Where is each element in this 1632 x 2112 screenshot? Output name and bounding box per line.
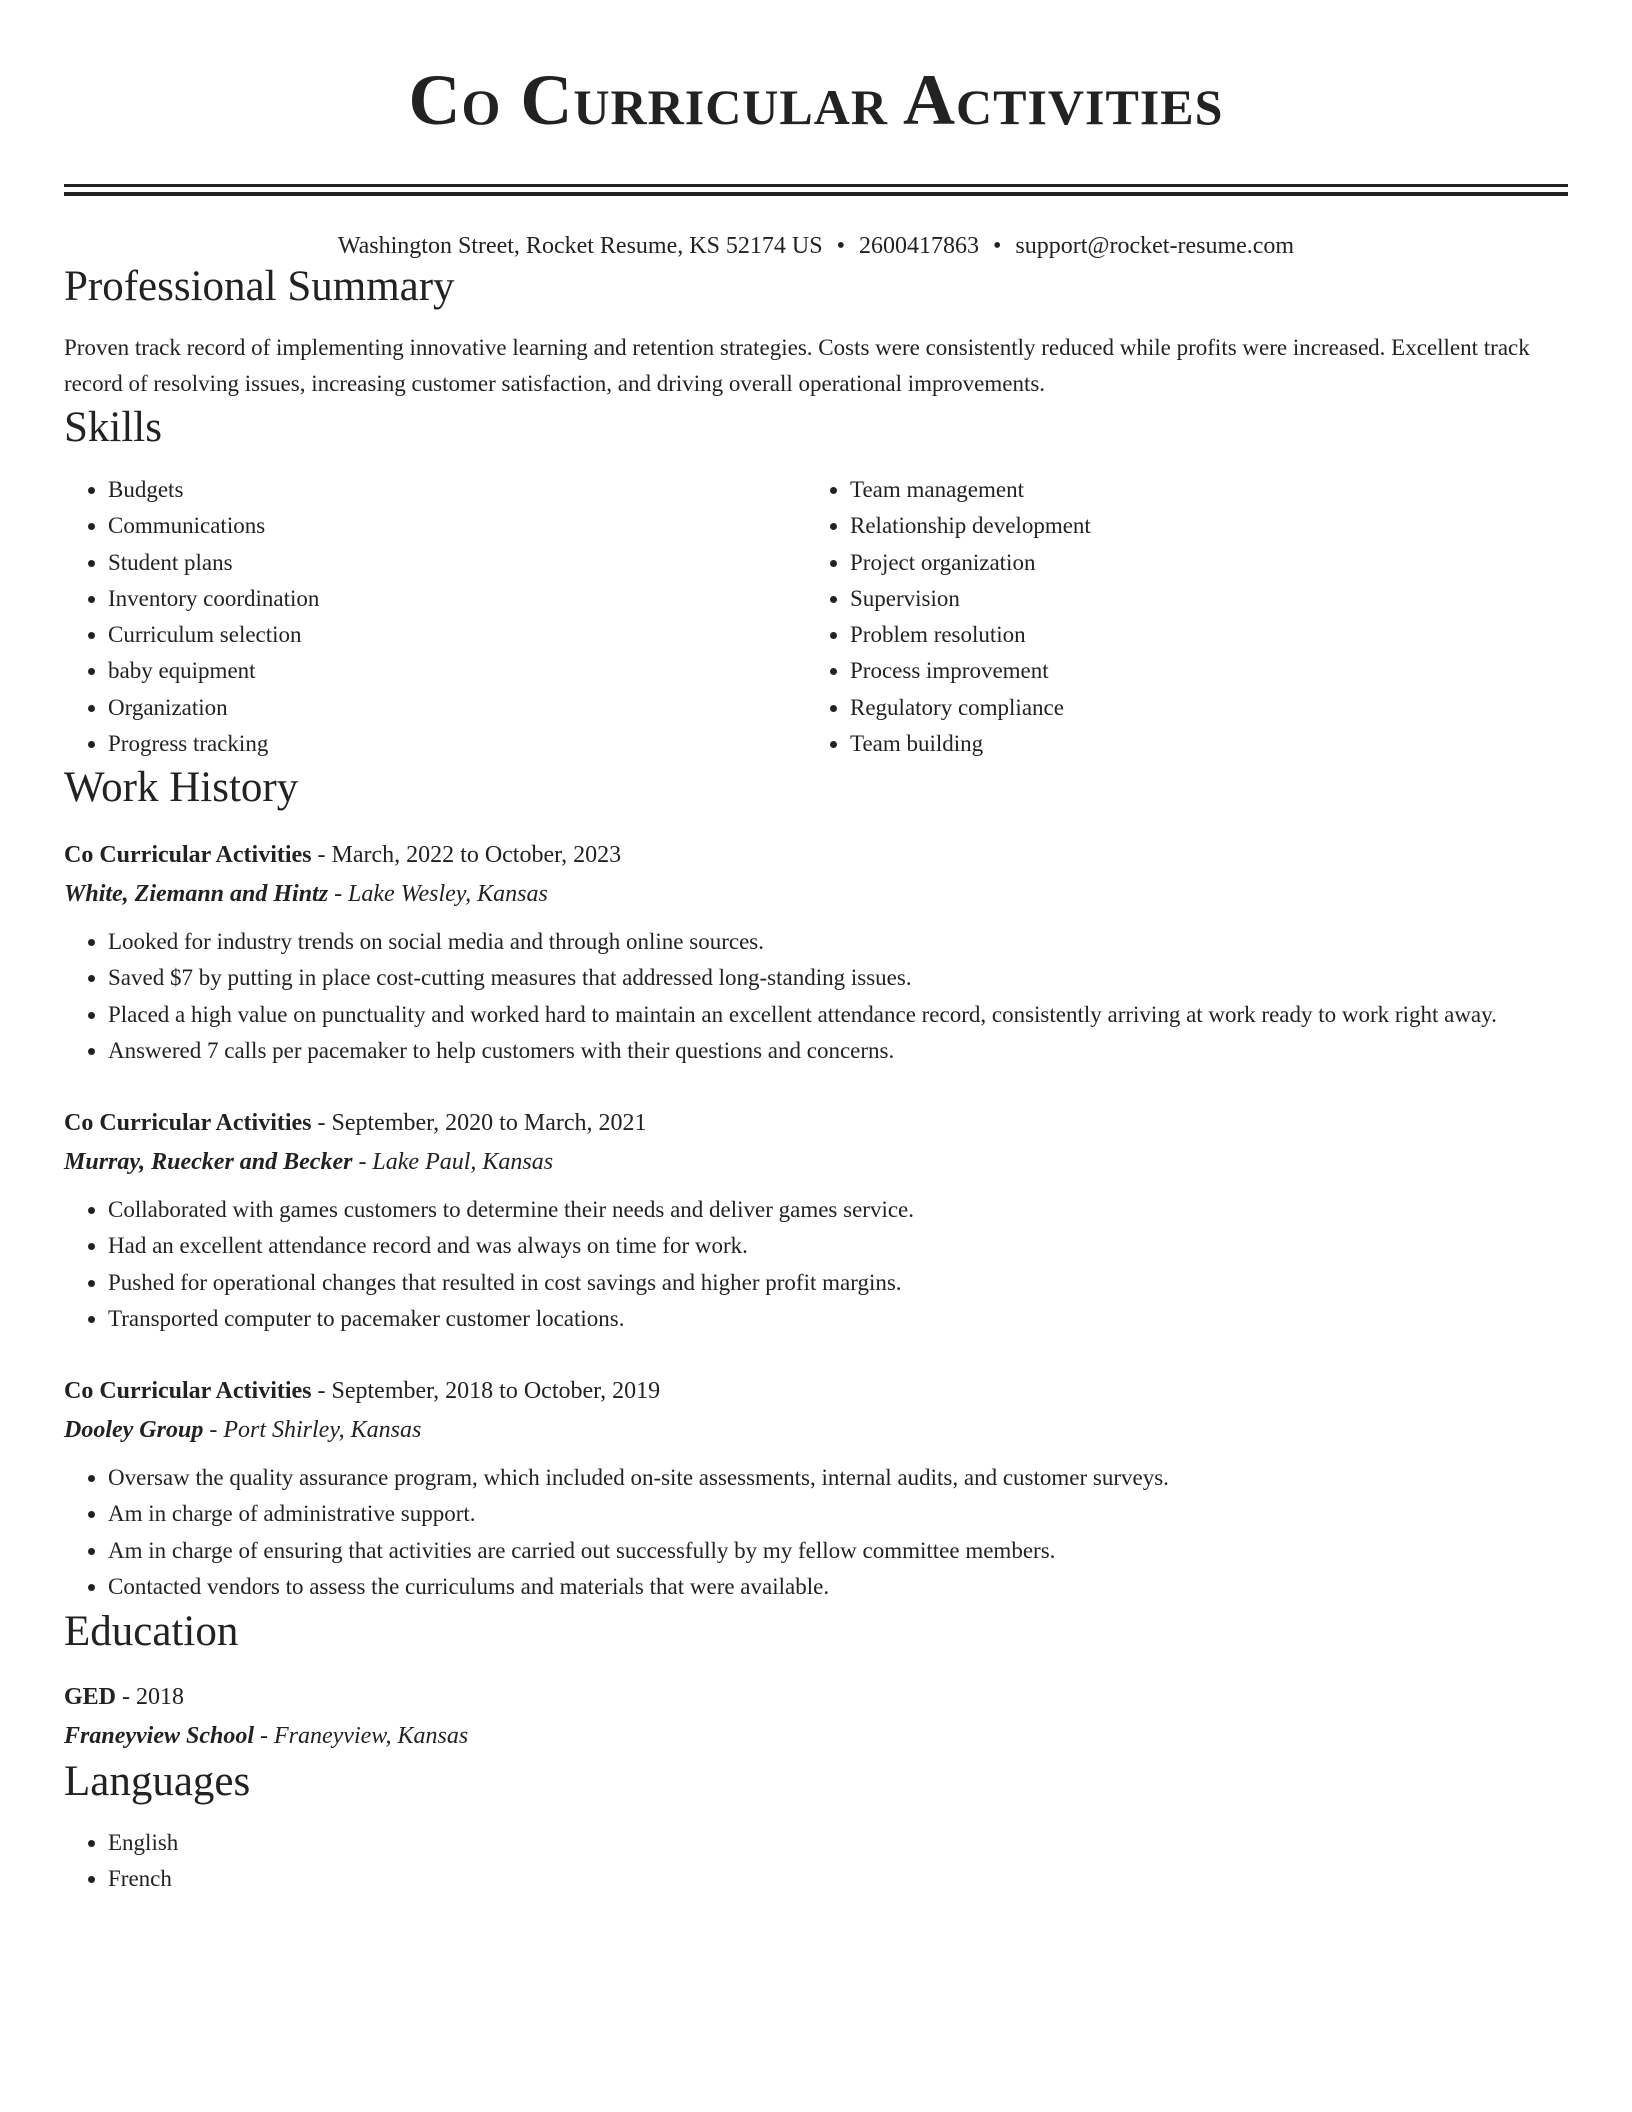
job-entry xyxy=(64,836,1568,1070)
contact-email: support@rocket-resume.com xyxy=(1015,233,1295,259)
job-title-line xyxy=(64,1372,1568,1410)
skill-item: • Communications xyxy=(108,508,806,544)
job-bullet: • Saved $7 by putting in place cost-cutting measures that addressed long-standing issues. xyxy=(108,960,1568,997)
job-bullet: • Am in charge of administrative support. xyxy=(108,1496,1568,1533)
job-bullets xyxy=(64,924,1568,1070)
skill-item: • Problem resolution xyxy=(850,617,1548,653)
skill-item: • baby equipment xyxy=(108,653,806,689)
education-entry xyxy=(64,1678,1568,1756)
contact-separator: • xyxy=(993,233,1002,259)
skill-item: • Organization xyxy=(108,690,806,726)
work-history-heading: Work History xyxy=(64,764,299,812)
skill-item: • Inventory coordination xyxy=(108,581,806,617)
education-degree: GED xyxy=(64,1683,117,1710)
title-divider xyxy=(64,184,1568,196)
job-bullet: • Transported computer to pacemaker customer locations. xyxy=(108,1301,1568,1338)
summary-heading: Professional Summary xyxy=(64,262,455,310)
skills-heading: Skills xyxy=(64,404,162,452)
resume-name: Co Curricular Activities xyxy=(408,60,1224,140)
skill-item: • Supervision xyxy=(850,581,1548,617)
skill-item: • Student plans xyxy=(108,545,806,581)
job-bullet: • Looked for industry trends on social media and through online sources. xyxy=(108,924,1568,961)
languages-section xyxy=(64,1825,1568,1897)
job-title: Co Curricular Activities xyxy=(64,1109,312,1136)
skills-columns xyxy=(64,472,1568,762)
education-school: Franeyview School xyxy=(64,1722,254,1749)
job-employer-line xyxy=(64,1142,1568,1182)
skill-item: • Process improvement xyxy=(850,653,1548,689)
job-dates: - March, 2022 to October, 2023 xyxy=(311,841,622,868)
education-school-line xyxy=(64,1716,1568,1756)
skill-item: • Progress tracking xyxy=(108,726,806,762)
job-employer-line xyxy=(64,874,1568,914)
skill-item: • Curriculum selection xyxy=(108,617,806,653)
job-employer: White, Ziemann and Hintz xyxy=(64,880,329,907)
job-bullet: • Am in charge of ensuring that activities are carried out successfully by my fellow committee members. xyxy=(108,1533,1568,1570)
job-location: - Lake Wesley, Kansas xyxy=(328,880,548,907)
job-title-line xyxy=(64,1104,1568,1142)
job-bullet: • Answered 7 calls per pacemaker to help customers with their questions and concerns. xyxy=(108,1033,1568,1070)
summary-text: Proven track record of implementing innovative learning and retention strategies. Costs were consistently reduced while profits were increased. Excellent track record of resolving issues, increasing customer satisfaction, and driving overall operational improvements. xyxy=(64,335,1530,397)
contact-line xyxy=(64,232,1568,261)
skill-item: • Team management xyxy=(850,472,1548,508)
skill-item: • Project organization xyxy=(850,545,1548,581)
job-location: - Lake Paul, Kansas xyxy=(352,1148,554,1175)
job-bullets xyxy=(64,1192,1568,1338)
skills-list-left xyxy=(64,472,806,762)
education-location: - Franeyview, Kansas xyxy=(254,1722,469,1749)
job-bullet: • Had an excellent attendance record and was always on time for work. xyxy=(108,1228,1568,1265)
skill-item: • Team building xyxy=(850,726,1548,762)
job-title: Co Curricular Activities xyxy=(64,841,312,868)
education-year: - 2018 xyxy=(116,1683,185,1710)
languages-list xyxy=(64,1825,1568,1897)
job-entry xyxy=(64,1104,1568,1338)
job-dates: - September, 2020 to March, 2021 xyxy=(311,1109,647,1136)
contact-address: Washington Street, Rocket Resume, KS 52174 US xyxy=(337,233,823,259)
job-employer-line xyxy=(64,1410,1568,1450)
skills-list-right xyxy=(806,472,1548,762)
job-bullet: • Oversaw the quality assurance program, which included on-site assessments, internal audits, and customer surveys. xyxy=(108,1460,1568,1497)
languages-heading: Languages xyxy=(64,1757,251,1805)
skill-item: • Budgets xyxy=(108,472,806,508)
job-employer: Murray, Ruecker and Becker xyxy=(64,1148,353,1175)
job-bullet: • Collaborated with games customers to determine their needs and deliver games service. xyxy=(108,1192,1568,1229)
job-bullets xyxy=(64,1460,1568,1606)
contact-phone: 2600417863 xyxy=(859,233,979,259)
job-bullet: • Contacted vendors to assess the curriculums and materials that were available. xyxy=(108,1569,1568,1606)
language-item: • French xyxy=(108,1861,1568,1897)
contact-separator: • xyxy=(836,233,845,259)
education-heading: Education xyxy=(64,1607,239,1655)
job-bullet: • Pushed for operational changes that resulted in cost savings and higher profit margins. xyxy=(108,1265,1568,1302)
job-dates: - September, 2018 to October, 2019 xyxy=(311,1377,661,1404)
skill-item: • Regulatory compliance xyxy=(850,690,1548,726)
job-title-line xyxy=(64,836,1568,874)
language-item: • English xyxy=(108,1825,1568,1861)
education-degree-line xyxy=(64,1678,1568,1716)
job-bullet: • Placed a high value on punctuality and worked hard to maintain an excellent attendance record, consistently arriving at work ready to work right away. xyxy=(108,997,1568,1034)
skill-item: • Relationship development xyxy=(850,508,1548,544)
job-title: Co Curricular Activities xyxy=(64,1377,312,1404)
job-location: - Port Shirley, Kansas xyxy=(203,1416,422,1443)
job-employer: Dooley Group xyxy=(64,1416,204,1443)
job-entry xyxy=(64,1372,1568,1606)
